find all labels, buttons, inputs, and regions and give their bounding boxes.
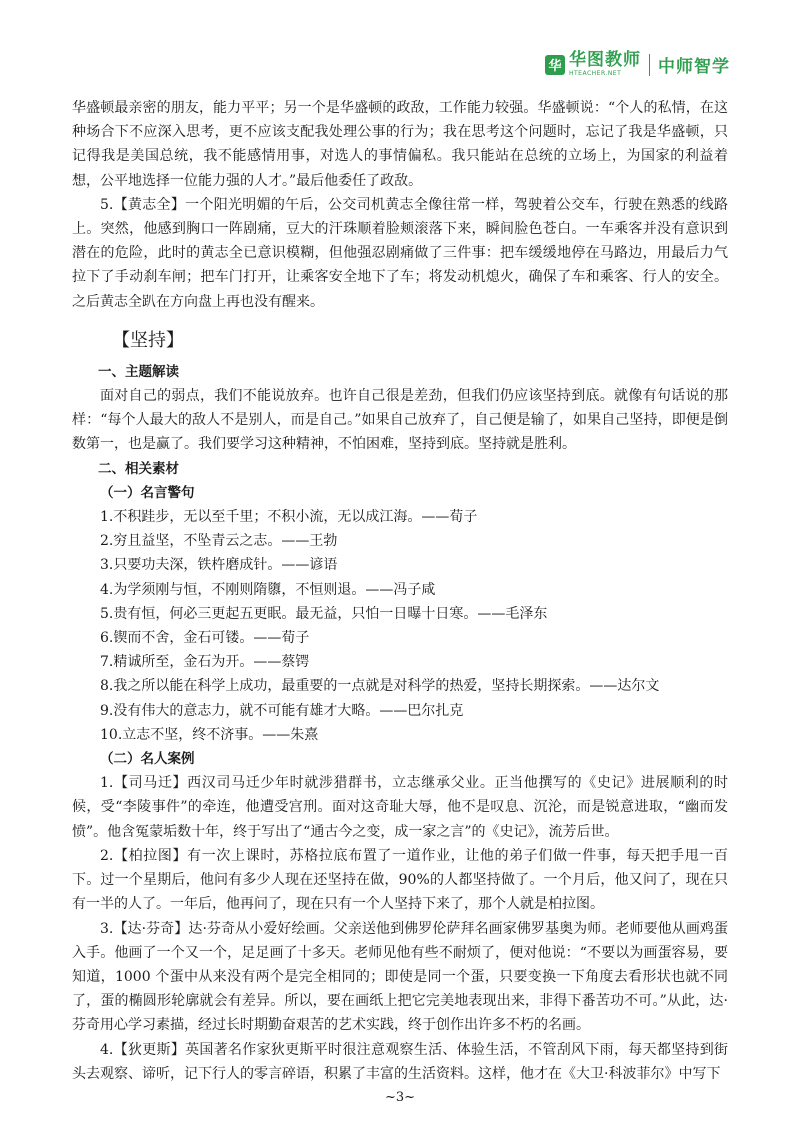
quote-item: 6.锲而不舍，金石可镂。——荀子: [100, 630, 310, 647]
quote-item: 5.贵有恒，何必三更起五更眠。最无益，只怕一日曝十日寒。——毛泽东: [100, 605, 548, 622]
quote-item: 10.立志不坚，终不济事。——朱熹: [100, 726, 319, 743]
logo-divider: [649, 54, 650, 76]
logo-name: 华图教师: [569, 50, 641, 70]
materials-heading: 二、相关素材: [98, 460, 179, 477]
quote-item: 3.只要功夫深，铁杵磨成针。——谚语: [100, 557, 338, 574]
quote-item: 4.为学须刚与恒，不刚则隋隳，不恒则退。——冯子咸: [100, 581, 436, 598]
quotes-list: [72, 505, 728, 747]
theme-heading: 一、主题解读: [98, 363, 179, 380]
page-number: ~3~: [384, 1090, 416, 1105]
logo-sub: HTEACHER.NET: [569, 70, 622, 77]
secondary-brand: 中师智学: [658, 57, 730, 77]
case-paragraph-huang: 5.【黄志全】一个阳光明媚的午后，公交司机黄志全像往常一样，驾驶着公交车，行驶在熟悉的线路上。突然，他感到胸口一阵剧痛，豆大的汗珠顺着脸颊滚落下来，瞬间脸色苍白。一车乘客并没有意识到潜在的危险，此时的黄志全已意识模糊，但他强忍剧痛做了三件事：把车缓缓地停在马路边，用最后力气拉下了手动刹车闸；把车门打开，让乘客安全地下了车；将发动机熄火，确保了车和乘客、行人的安全。之后黄志全趴在方向盘上再也没有醒来。: [72, 196, 728, 310]
brand-logo: [545, 52, 730, 77]
case-item: 3.【达·芬奇】达·芬奇从小爱好绘画。父亲送他到佛罗伦萨拜名画家佛罗基奥为师。老师要他从画鸡蛋入手。他画了一个又一个，足足画了十多天。老师见他有些不耐烦了，便对他说：“不要以为画蛋容易，要知道，1000 个蛋中从来没有两个是完全相同的；即使是同一个蛋，只要变换一下角度去看形状也就不同了，蛋的椭圆形轮廓就会有差异。所以，要在画纸上把它完美地表现出来，非得下番苦功不可。”从此，达·芬奇用心学习素描，经过长时期勤奋艰苦的艺术实践，终于创作出许多不朽的名画。: [72, 920, 728, 1034]
quotes-heading: （一）名言警句: [100, 484, 195, 501]
quote-item: 8.我之所以能在科学上成功，最重要的一点就是对科学的热爱，坚持长期探索。——达尔文: [100, 678, 660, 695]
theme-text: 面对自己的弱点，我们不能说放弃。也许自己很是差劲，但我们仍应该坚持到底。就像有句话说的那样：“每个人最大的敌人不是别人，而是自己。”如果自己放弃了，自己便是输了，如果自己坚持，即便是倒数第一，也是赢了。我们要学习这种精神，不怕困难，坚持到底。坚持就是胜利。: [72, 388, 728, 453]
logo-text: [569, 52, 641, 77]
intro-paragraph: 华盛顿最亲密的朋友，能力平平；另一个是华盛顿的政敌，工作能力较强。华盛顿说：“个人的私情，在这种场合下不应深入思考，更不应该支配我处理公事的行为；我在思考这个问题时，忘记了我是华盛顿，只记得我是美国总统，我不能感情用事，对选人的事情偏私。我只能站在总统的立场上，为国家的利益着想，公平地选择一位能力强的人才。”最后他委任了政敌。: [72, 100, 728, 189]
case-item: 2.【柏拉图】有一次上课时，苏格拉底布置了一道作业，让他的弟子们做一件事，每天把手甩一百下。过一个星期后，他问有多少人现在还坚持在做，90%的人都坚持做了。一个月后，他又问了，现在只有一半的人了。一年后，他再问了，现在只有一个人坚持下来了，那个人就是柏拉图。: [72, 847, 728, 913]
case-item: 4.【狄更斯】英国著名作家狄更斯平时很注意观察生活、体验生活，不管刮风下雨，每天都坚持到街头去观察、谛听，记下行人的零言碎语，积累了丰富的生活资料。这样，他才在《大卫·科波菲尔》中写下: [72, 1041, 728, 1082]
quote-item: 7.精诚所至，金石为开。——蔡锷: [100, 654, 310, 671]
quote-item: 2.穷且益坚，不坠青云之志。——王勃: [100, 533, 338, 550]
logo-mark-icon: 华: [545, 55, 565, 75]
header: [430, 50, 730, 78]
case-item: 1.【司马迁】西汉司马迁少年时就涉猎群书，立志继承父业。正当他撰写的《史记》进展顺利的时候，受“李陵事件”的牵连，他遭受宫刑。面对这奇耻大辱，他不是叹息、沉沦，而是锐意进取，“幽而发愤”。他含冤蒙垢数十年，终于写出了“通古今之变，成一家之言”的《史记》，流芳后世。: [72, 775, 728, 840]
quote-item: 9.没有伟大的意志力，就不可能有雄才大略。——巴尔扎克: [100, 702, 464, 719]
cases-heading: （二）名人案例: [100, 751, 195, 768]
section-title: 【坚持】: [112, 329, 184, 351]
quote-item: 1.不积跬步，无以至千里；不积小流，无以成江海。——荀子: [100, 509, 478, 526]
document-body: [72, 96, 728, 1086]
